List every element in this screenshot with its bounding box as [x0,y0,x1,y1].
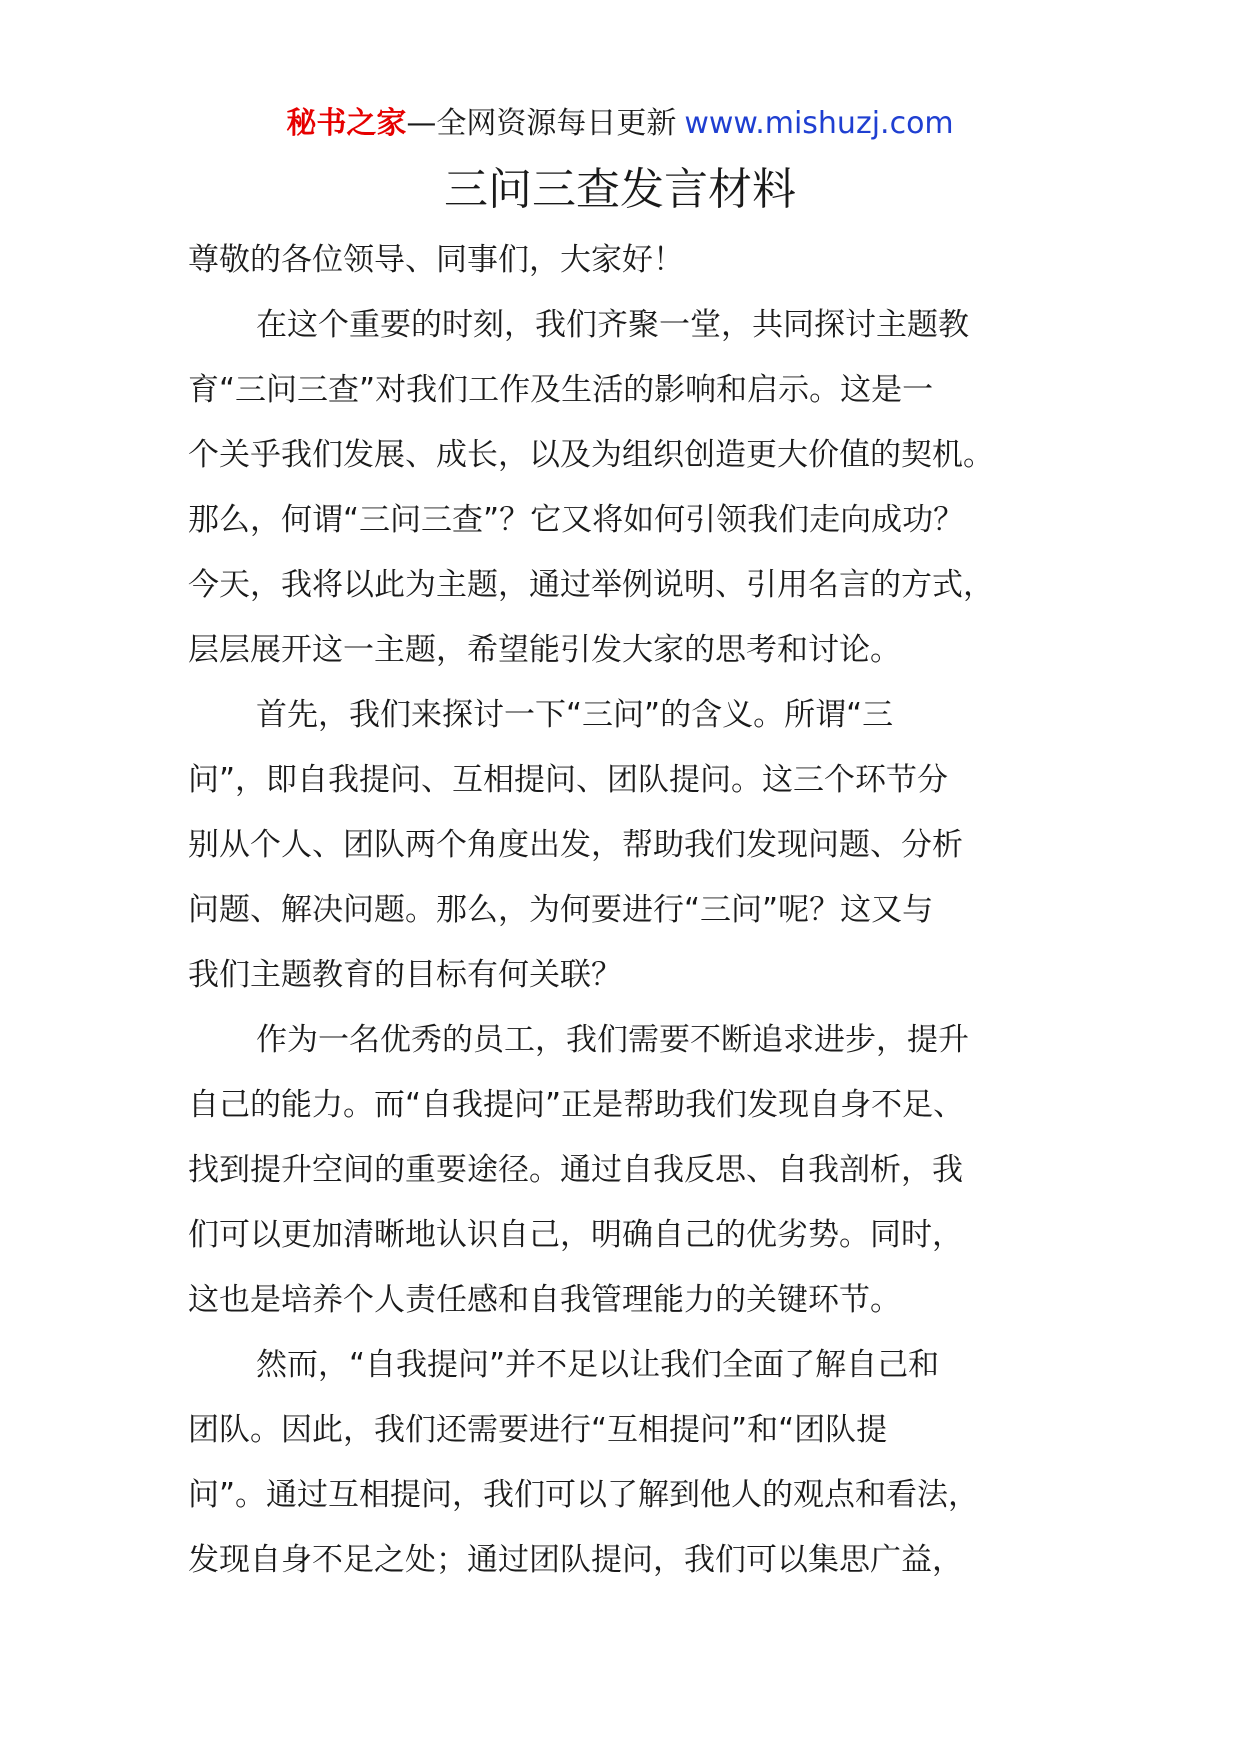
body-line: 问”。通过互相提问，我们可以了解到他人的观点和看法， [188,1477,980,1513]
site-url-link[interactable]: www.mishuzj.com [684,106,954,141]
body-line: 别从个人、团队两个角度出发，帮助我们发现问题、分析 [188,827,963,863]
body-line: 首先，我们来探讨一下“三问”的含义。所谓“三 [256,697,894,733]
body-line: 们可以更加清晰地认识自己，明确自己的优劣势。同时， [188,1217,963,1253]
site-header [0,104,1240,144]
body-line: 作为一名优秀的员工，我们需要不断追求进步，提升 [256,1022,969,1058]
body-line: 今天，我将以此为主题，通过举例说明、引用名言的方式， [188,567,994,603]
body-line: 发现自身不足之处；通过团队提问，我们可以集思广益， [188,1542,963,1578]
body-line: 问”，即自我提问、互相提问、团队提问。这三个环节分 [188,762,949,798]
body-line: 然而，“自我提问”并不足以让我们全面了解自己和 [256,1347,940,1383]
body-line: 那么，何谓“三问三查”？它又将如何引领我们走向成功？ [188,502,965,538]
body-line: 我们主题教育的目标有何关联？ [188,957,622,993]
document-title: 三问三查发言材料 [444,164,796,215]
body-line: 团队。因此，我们还需要进行“互相提问”和“团队提 [188,1412,888,1448]
header-tagline: —全网资源每日更新 [406,106,677,141]
body-line-greeting: 尊敬的各位领导、同事们，大家好！ [188,242,684,278]
brand-name: 秘书之家 [286,106,407,141]
document-body [188,228,1058,1593]
body-line: 在这个重要的时刻，我们齐聚一堂，共同探讨主题教 [256,307,969,343]
body-line: 个关乎我们发展、成长，以及为组织创造更大价值的契机。 [188,437,994,473]
body-line: 问题、解决问题。那么，为何要进行“三问”呢？这又与 [188,892,934,928]
body-line: 层层展开这一主题，希望能引发大家的思考和讨论。 [188,632,901,668]
body-line: 育“三问三查”对我们工作及生活的影响和启示。这是一 [188,372,934,408]
body-line: 这也是培养个人责任感和自我管理能力的关键环节。 [188,1282,901,1318]
body-line: 自己的能力。而“自我提问”正是帮助我们发现自身不足、 [188,1087,965,1123]
body-line: 找到提升空间的重要途径。通过自我反思、自我剖析，我 [188,1152,963,1188]
